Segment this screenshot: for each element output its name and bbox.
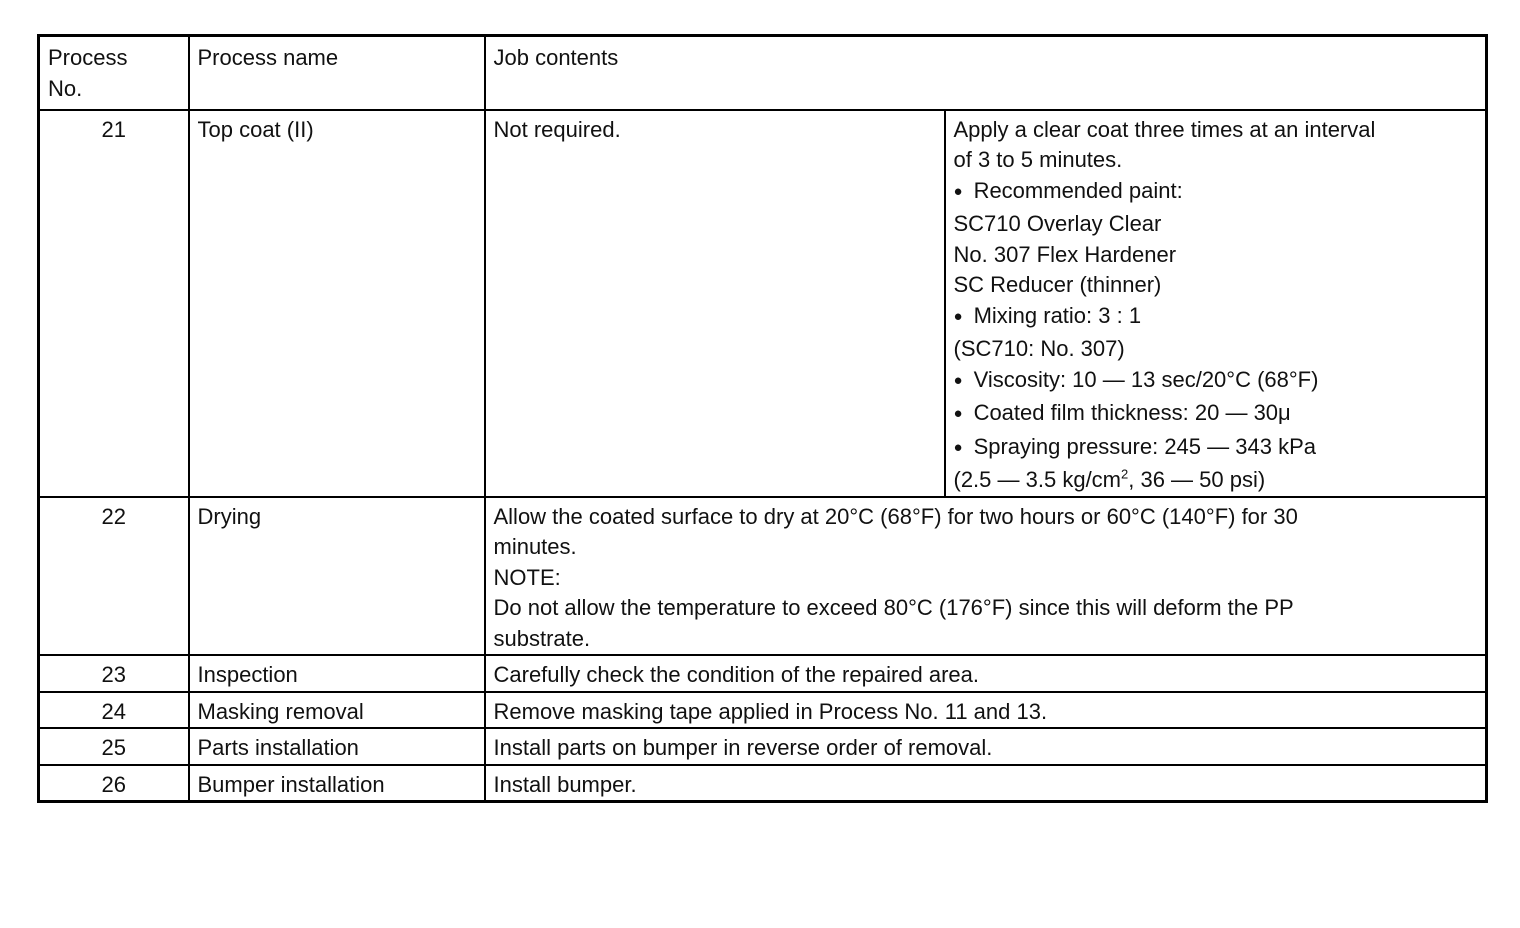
drying-line: minutes. [493,534,577,559]
spraying-pressure: ● Spraying pressure: 245 — 343 kPa [954,432,1478,466]
process-no-cell: 26 [39,765,189,802]
job-contents-cell: Install parts on bumper in reverse order of removal. [485,728,1487,765]
process-no-cell: 22 [39,497,189,656]
note-label: NOTE: [493,564,561,590]
paint-item: SC Reducer (thinner) [953,272,1162,297]
process-name-cell: Drying [189,497,485,656]
job-contents-cell: Remove masking tape applied in Process No. 11 and 13. [485,692,1487,729]
recommended-paint-label: ● Recommended paint: [954,176,1478,210]
header-process-no [39,36,189,110]
header-row [39,36,1487,110]
job-contents-right-cell [945,110,1487,497]
pressure-note-sup: 2 [1121,466,1129,482]
table-row-21 [39,110,1487,497]
job-contents-cell: Install bumper. [485,765,1487,802]
table-row-23 [39,655,1487,692]
table-row-25 [39,728,1487,765]
intro-line-1: Apply a clear coat three times at an interval [953,116,1376,142]
process-name-cell: Bumper installation [189,765,485,802]
header-job-contents: Job contents [485,36,1487,110]
paint-item: No. 307 Flex Hardener [953,241,1177,267]
paint-item: SC710 Overlay Clear [953,211,1162,236]
process-name-cell: Inspection [189,655,485,692]
process-name-cell: Masking removal [189,692,485,729]
table-row-26 [39,765,1487,802]
mixing-ratio: ● Mixing ratio: 3 : 1 [954,301,1478,335]
process-no-cell: 23 [39,655,189,692]
process-name-cell: Parts installation [189,728,485,765]
film-thickness: ● Coated film thickness: 20 — 30μ [954,398,1478,432]
viscosity: ● Viscosity: 10 — 13 sec/20°C (68°F) [954,365,1478,399]
table-row-24 [39,692,1487,729]
header-process-name: Process name [189,36,485,110]
job-contents-cell: Carefully check the condition of the repaired area. [485,655,1487,692]
pressure-note-b: , 36 — 50 psi) [1128,467,1266,492]
header-process-no-line2: No. [48,75,83,101]
process-table [37,34,1488,803]
intro-line-2: of 3 to 5 minutes. [953,147,1123,172]
mixing-ratio-note: (SC710: No. 307) [953,336,1125,361]
table-row-22 [39,497,1487,656]
pressure-note-a: (2.5 — 3.5 kg/cm [953,467,1122,492]
job-contents-left-cell: Not required. [485,110,945,497]
drying-line: Allow the coated surface to dry at 20°C (68°F) for two hours or 60°C (140°F) for 30 [493,503,1298,529]
process-no-cell: 25 [39,728,189,765]
process-no-cell: 21 [39,110,189,497]
header-process-no-line1: Process [48,45,128,70]
process-no-cell: 24 [39,692,189,729]
note-line: substrate. [493,625,591,651]
spraying-pressure-note [954,465,1478,496]
note-line: Do not allow the temperature to exceed 80°C (176°F) since this will deform the PP [493,595,1294,620]
job-contents-cell [485,497,1487,656]
process-name-cell: Top coat (II) [189,110,485,497]
